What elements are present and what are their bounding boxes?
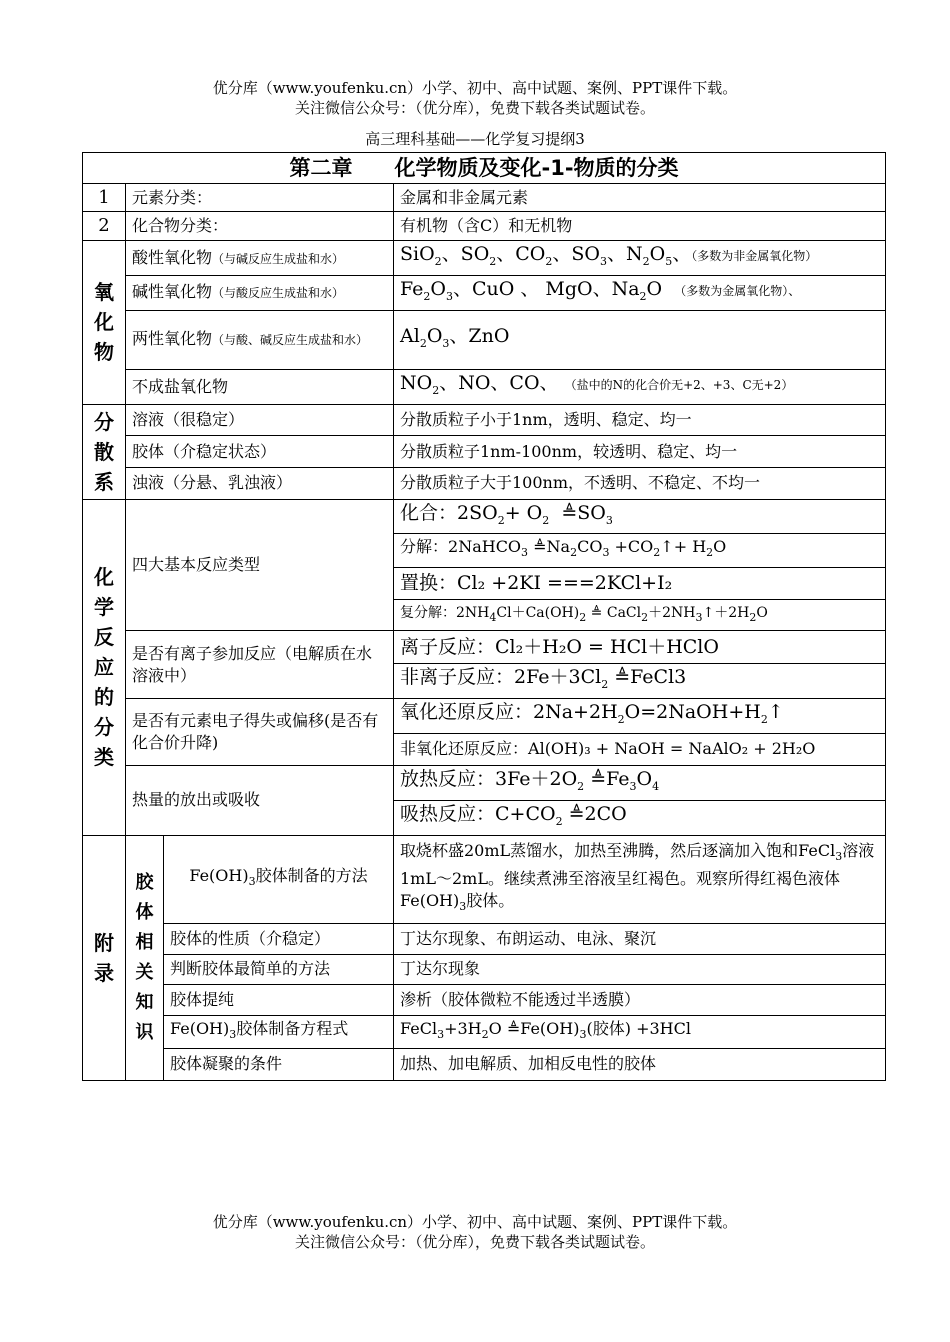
amphoteric-oxide-label: 两性氧化物（与酸、碱反应生成盐和水） [126, 310, 394, 369]
row-label: 元素分类： [126, 184, 394, 212]
appendix-value: 加热、加电解质、加相反电性的胶体 [394, 1048, 886, 1080]
neutral-oxide-label: 不成盐氧化物 [126, 369, 394, 404]
category-appendix: 附录 [83, 835, 126, 1080]
summary-table [82, 152, 886, 1081]
category-dispersion: 分散系 [83, 404, 126, 499]
decomposition-reaction: 分解：2NaHCO$_3$ $≜Na_2CO_3$ $+CO_2↑+ H_2O$ [394, 534, 886, 567]
header-line-2: 关注微信公众号：（优分库），免费下载各类试题试卷。 [294, 99, 655, 117]
footer-line-1: 优分库（www.youfenku.cn）小学、初中、高中试题、案例、PPT课件下载。 [212, 1213, 738, 1231]
ionic-question: 是否有离子参加反应（电解质在水溶液中） [126, 631, 394, 699]
colloid-prep-method: 取烧杯盛20mL蒸馏水，加热至沸腾，然后逐滴加入饱和FeCl$_3$溶液1mL～2mL。继续煮沸至溶液呈红褐色。观察所得红褐色液体$Fe(OH)_3$胶体。 [394, 835, 886, 923]
category-oxides: 氧化物 [83, 241, 126, 405]
row-number: 1 [83, 184, 126, 212]
combination-reaction: 化合：$2SO_2+ O_2$ $≜SO_3$ [394, 499, 886, 534]
category-reactions: 化学反应的分类 [83, 499, 126, 835]
dispersion-value: 分散质粒子1nm-100nm，较透明、稳定、均一 [394, 436, 886, 468]
colloid-prep-equation-label: $Fe(OH)_3$胶体制备方程式 [164, 1015, 394, 1048]
row-number: 2 [83, 212, 126, 241]
displacement-reaction: 置换：Cl₂ +2KI ===2KCl+I₂ [394, 567, 886, 599]
appendix-label: 胶体的性质（介稳定） [164, 923, 394, 954]
acidic-oxide-examples: SiO$_2$、$SO_2$、$CO_2$、$SO_3$、$N_2O_5$、（多数为非金属氧化物） [394, 241, 886, 276]
exothermic-reaction: 放热反应：$3Fe+2O_2$ $≜Fe_3O_4$ [394, 765, 886, 800]
colloid-prep-method-label: $Fe(OH)_3$胶体制备的方法 [164, 835, 394, 923]
neutral-oxide-examples: $NO_2$、NO、CO、 （盐中的N的化合价无+2、+3、C无+2） [394, 369, 886, 404]
chapter-title: 第二章 化学物质及变化-1-物质的分类 [83, 153, 886, 184]
row-value: 有机物（含C）和无机物 [394, 212, 886, 241]
basic-oxide-label: 碱性氧化物（与酸反应生成盐和水） [126, 276, 394, 311]
appendix-label: 胶体提纯 [164, 984, 394, 1015]
appendix-value: 渗析（胶体微粒不能透过半透膜） [394, 984, 886, 1015]
colloid-prep-equation: $FeCl_3+3H_2O$ $≜Fe(OH)_3$(胶体) +3HCl [394, 1015, 886, 1048]
redox-reaction: 氧化还原反应：$2Na+2H_2O=2NaOH+H_2↑$ [394, 699, 886, 734]
basic-oxide-examples: $Fe_2O_3$、CuO 、 MgO、$Na_2O$ （多数为金属氧化物）、 [394, 276, 886, 311]
amphoteric-oxide-examples: $Al_2O_3$、ZnO [394, 310, 886, 369]
double-decomposition-reaction: 复分解：$2NH_4Cl+Ca(OH)_2$ ≜ $CaCl_2+2NH_3↑+2H_2O$ [394, 599, 886, 631]
heat-question: 热量的放出或吸收 [126, 765, 394, 835]
row-label: 化合物分类： [126, 212, 394, 241]
dispersion-value: 分散质粒子大于100nm，不透明、不稳定、不均一 [394, 467, 886, 499]
acidic-oxide-label: 酸性氧化物（与碱反应生成盐和水） [126, 241, 394, 276]
footer-line-2: 关注微信公众号：（优分库），免费下载各类试题试卷。 [294, 1233, 655, 1251]
header-line-1: 优分库（www.youfenku.cn）小学、初中、高中试题、案例、PPT课件下载。 [212, 79, 738, 97]
appendix-label: 判断胶体最简单的方法 [164, 954, 394, 984]
appendix-value: 丁达尔现象、布朗运动、电泳、聚沉 [394, 923, 886, 954]
basic-reaction-types-label: 四大基本反应类型 [126, 499, 394, 631]
appendix-label: 胶体凝聚的条件 [164, 1048, 394, 1080]
dispersion-label: 浊液（分悬、乳浊液） [126, 467, 394, 499]
dispersion-label: 胶体（介稳定状态） [126, 436, 394, 468]
dispersion-label: 溶液（很稳定） [126, 404, 394, 436]
ionic-reaction: 离子反应：Cl₂＋H₂O = HCl＋HClO [394, 631, 886, 664]
row-value: 金属和非金属元素 [394, 184, 886, 212]
dispersion-value: 分散质粒子小于1nm，透明、稳定、均一 [394, 404, 886, 436]
appendix-value: 丁达尔现象 [394, 954, 886, 984]
document-title: 高三理科基础——化学复习提纲3 [365, 130, 585, 148]
nonredox-reaction: 非氧化还原反应：Al(OH)₃ + NaOH = NaAlO₂ + 2H₂O [394, 733, 886, 765]
nonionic-reaction: 非离子反应：$2Fe+3Cl_2$ ≜FeCl3 [394, 664, 886, 699]
redox-question: 是否有元素电子得失或偏移(是否有化合价升降) [126, 699, 394, 766]
endothermic-reaction: 吸热反应：$C+CO_2$ ≜2CO [394, 800, 886, 835]
subcategory-colloid: 胶体相关知识 [126, 835, 164, 1080]
